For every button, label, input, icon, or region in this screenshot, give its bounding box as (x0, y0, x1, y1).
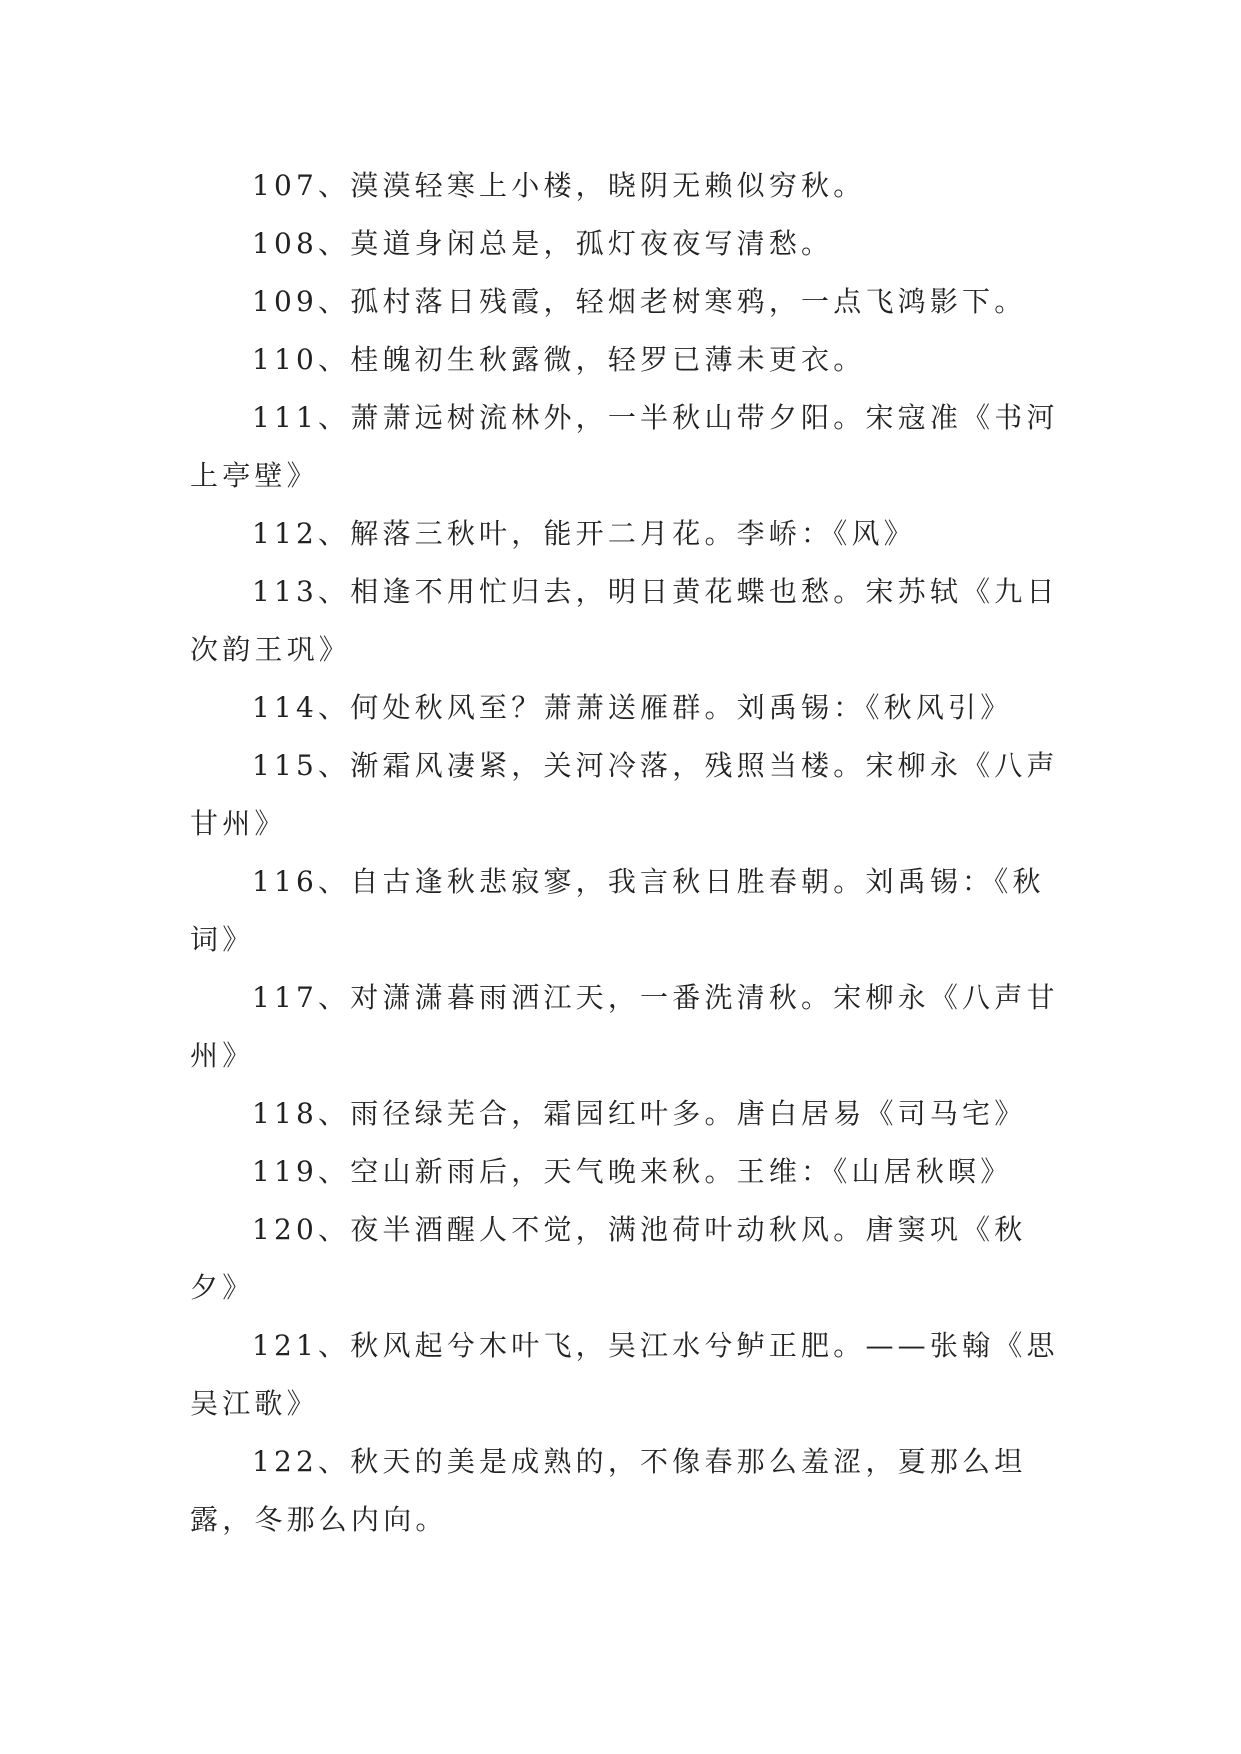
list-item: 117、对潇潇暮雨洒江天，一番洗清秋。宋柳永《八声甘州》 (190, 981, 1059, 1072)
list-item: 113、相逢不用忙归去，明日黄花蝶也愁。宋苏轼《九日次韵王巩》 (190, 575, 1059, 666)
list-item: 109、孤村落日残霞，轻烟老树寒鸦，一点飞鸿影下。 (252, 285, 1027, 318)
list-item: 122、秋天的美是成熟的，不像春那么羞涩，夏那么坦露，冬那么内向。 (190, 1445, 1027, 1536)
poem-list (190, 157, 1060, 1549)
list-item: 111、萧萧远树流林外，一半秋山带夕阳。宋寇准《书河上亭壁》 (190, 401, 1059, 492)
list-item: 110、桂魄初生秋露微，轻罗已薄未更衣。 (252, 343, 866, 376)
list-item: 119、空山新雨后，天气晚来秋。王维：《山居秋暝》 (252, 1155, 1013, 1188)
list-item: 116、自古逢秋悲寂寥，我言秋日胜春朝。刘禹锡：《秋词》 (190, 865, 1045, 956)
list-item: 115、渐霜风凄紧，关河冷落，残照当楼。宋柳永《八声甘州》 (190, 749, 1059, 840)
list-item: 121、秋风起兮木叶飞，吴江水兮鲈正肥。——张翰《思吴江歌》 (190, 1329, 1059, 1420)
list-item: 118、雨径绿芜合，霜园红叶多。唐白居易《司马宅》 (252, 1097, 1027, 1130)
list-item: 120、夜半酒醒人不觉，满池荷叶动秋风。唐窦巩《秋夕》 (190, 1213, 1027, 1304)
list-item: 112、解落三秋叶，能开二月花。李峤：《风》 (252, 517, 916, 550)
list-item: 114、何处秋风至？萧萧送雁群。刘禹锡：《秋风引》 (252, 691, 1013, 724)
list-item: 107、漠漠轻寒上小楼，晓阴无赖似穷秋。 (252, 169, 866, 202)
list-item: 108、莫道身闲总是，孤灯夜夜写清愁。 (252, 227, 834, 260)
